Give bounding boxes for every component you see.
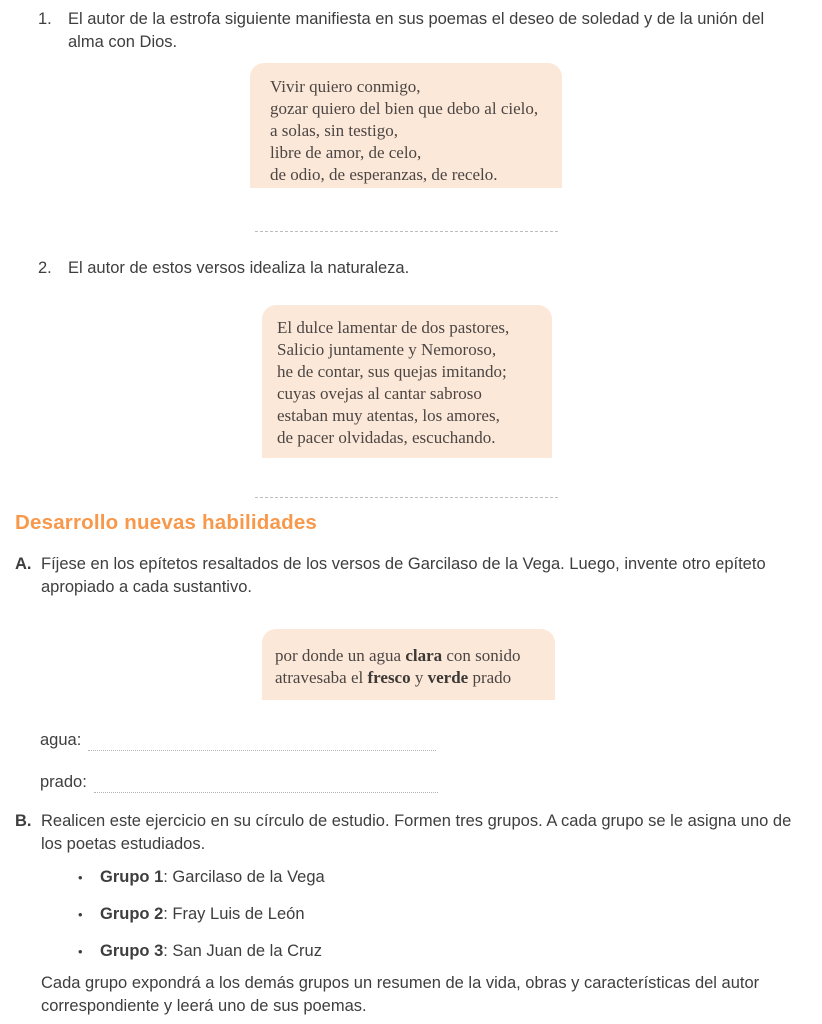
bullet-rest: : San Juan de la Cruz — [163, 942, 322, 960]
bullet-text — [100, 903, 305, 926]
blank-label: agua: — [40, 731, 82, 749]
epithet-text: con sonido — [442, 646, 521, 665]
bullet-bold: Grupo 3 — [100, 942, 164, 960]
bullet-item-grupo-3 — [78, 940, 678, 963]
bullet-icon: • — [78, 870, 83, 885]
exercise-item-b — [15, 810, 810, 856]
poem-line: gozar quiero del bien que debo al cielo, — [270, 99, 539, 118]
answer-line-1[interactable] — [255, 231, 558, 232]
epithet-bold-word: clara — [405, 646, 443, 665]
item-text: El autor de estos versos idealiza la naturaleza. — [68, 259, 410, 277]
bullet-icon: • — [78, 944, 83, 959]
poem-box-1 — [250, 63, 562, 188]
item-letter: A. — [15, 555, 32, 573]
item-number: 1. — [38, 10, 52, 28]
bullet-text — [100, 866, 325, 889]
poem-line: Vivir quiero conmigo, — [270, 77, 421, 96]
epithet-line-1 — [275, 645, 555, 667]
prado-blank-line[interactable] — [94, 775, 438, 793]
poem-line: a solas, sin testigo, — [270, 121, 398, 140]
closing-paragraph: Cada grupo expondrá a los demás grupos un resumen de la vida, obras y características del autor correspondiente y leerá uno de sus poemas. — [41, 974, 760, 1015]
exercise-item-2 — [38, 257, 798, 280]
epithet-text: por donde un agua — [275, 646, 406, 665]
bullet-icon: • — [78, 907, 83, 922]
epithet-box — [262, 629, 555, 700]
item-text: El autor de la estrofa siguiente manifiesta en sus poemas el deseo de soledad y de la unión del alma con Dios. — [68, 10, 765, 51]
item-letter: B. — [15, 812, 32, 830]
poem-line: de odio, de esperanzas, de recelo. — [270, 165, 498, 184]
poem-line: cuyas ovejas al cantar sabroso — [277, 384, 482, 403]
agua-blank-line[interactable] — [88, 733, 436, 751]
bullet-item-grupo-1 — [78, 866, 678, 889]
bullet-rest: : Fray Luis de León — [163, 905, 305, 923]
bullet-text — [100, 940, 322, 963]
bullet-rest: : Garcilaso de la Vega — [163, 868, 325, 886]
poem-box-2 — [262, 305, 552, 458]
blank-label: prado: — [40, 773, 87, 791]
bullet-bold: Grupo 1 — [100, 868, 164, 886]
poem-line: El dulce lamentar de dos pastores, — [277, 318, 510, 337]
item-text: Realicen este ejercicio en su círculo de estudio. Formen tres grupos. A cada grupo se le asigna uno de los poetas estudiados. — [41, 812, 792, 853]
bullet-bold: Grupo 2 — [100, 905, 164, 923]
exercise-item-1 — [38, 8, 798, 54]
epithet-text: atravesaba el — [275, 668, 368, 687]
answer-line-2[interactable] — [255, 497, 558, 498]
poem-line: libre de amor, de celo, — [270, 143, 422, 162]
item-number: 2. — [38, 259, 52, 277]
poem-line: de pacer olvidadas, escuchando. — [277, 428, 496, 447]
blank-row-agua — [40, 730, 436, 751]
poem-line: estaban muy atentas, los amores, — [277, 406, 500, 425]
epithet-bold-word: fresco — [367, 668, 411, 687]
poem-line: he de contar, sus quejas imitando; — [277, 362, 507, 381]
epithet-line-2 — [275, 667, 555, 689]
epithet-text: y — [410, 668, 428, 687]
exercise-item-a — [15, 553, 810, 599]
poem-line: Salicio juntamente y Nemoroso, — [277, 340, 497, 359]
bullet-item-grupo-2 — [78, 903, 678, 926]
epithet-text: prado — [468, 668, 512, 687]
blank-row-prado — [40, 772, 438, 793]
epithet-bold-word: verde — [427, 668, 469, 687]
item-text: Fíjese en los epítetos resaltados de los versos de Garcilaso de la Vega. Luego, invente otro epíteto apropiado a cada sustantivo. — [41, 555, 766, 596]
section-heading: Desarrollo nuevas habilidades — [15, 511, 318, 534]
